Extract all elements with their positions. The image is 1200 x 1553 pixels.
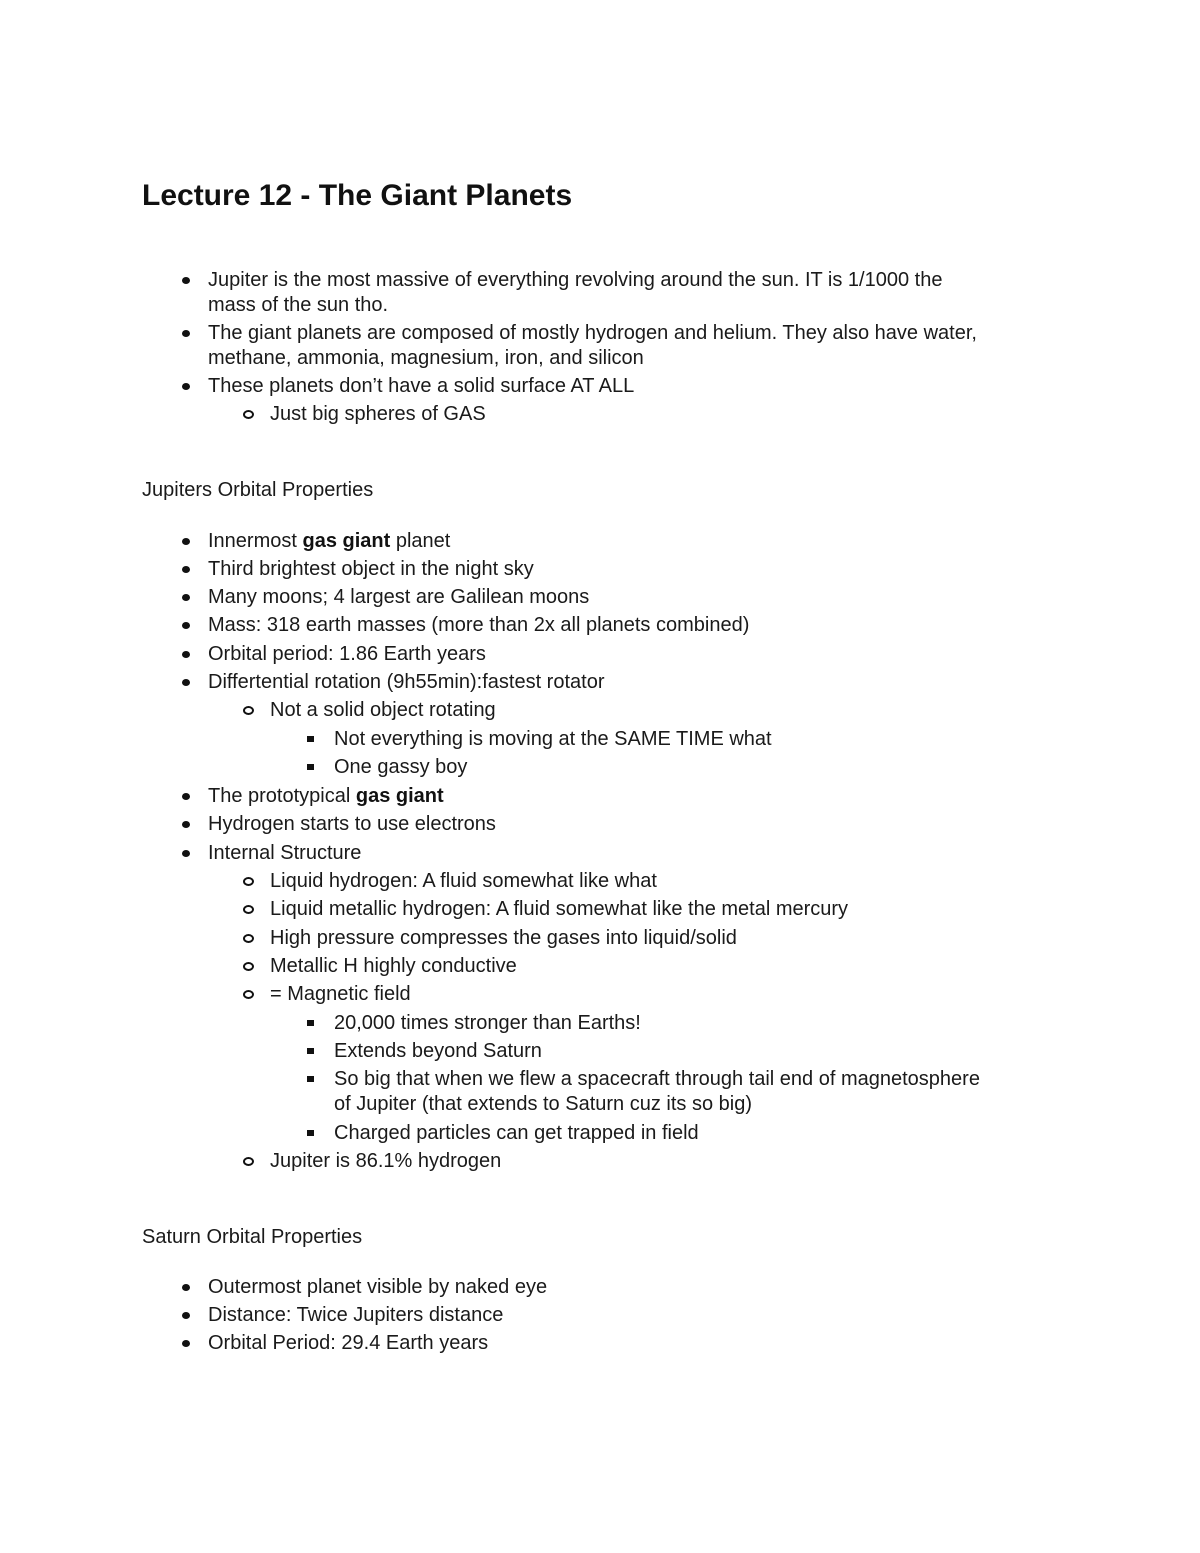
list-item-text: Orbital Period: 29.4 Earth years	[208, 1332, 489, 1354]
list-item-text: One gassy boy	[334, 756, 468, 778]
sub-sub-list-item	[334, 1067, 980, 1091]
sub-sub-list-item	[334, 1039, 542, 1063]
list-item	[208, 613, 749, 637]
hollow-bullet-icon	[243, 410, 254, 419]
bullet-icon	[182, 679, 190, 686]
list-item	[208, 1275, 547, 1299]
bullet-icon	[182, 622, 190, 629]
sub-list-item	[270, 897, 848, 921]
bold-term: gas giant	[355, 785, 444, 807]
hollow-bullet-icon	[243, 934, 254, 943]
hollow-bullet-icon	[243, 706, 254, 715]
list-item-text: Outermost planet visible by naked eye	[208, 1276, 548, 1298]
list-item	[208, 670, 604, 694]
bullet-icon	[182, 793, 190, 800]
square-bullet-icon	[307, 736, 314, 742]
bullet-icon	[182, 1284, 190, 1291]
list-item	[208, 529, 450, 553]
bullet-icon	[182, 383, 190, 390]
list-item-text: planet	[390, 530, 451, 552]
sub-list-item	[270, 982, 411, 1006]
list-item	[208, 784, 444, 808]
bullet-icon	[182, 821, 190, 828]
bullet-icon	[182, 850, 190, 857]
sub-sub-list-item	[334, 727, 772, 751]
sub-sub-list-item	[334, 1121, 699, 1145]
list-item-text: Hydrogen starts to use electrons	[208, 813, 496, 835]
sub-list-item	[270, 926, 737, 950]
list-item-text: 20,000 times stronger than Earths!	[334, 1012, 641, 1034]
section-heading-saturn: Saturn Orbital Properties	[142, 1226, 363, 1248]
bullet-icon	[182, 538, 190, 545]
list-item-continuation: of Jupiter (that extends to Saturn cuz its so big)	[334, 1093, 752, 1115]
hollow-bullet-icon	[243, 962, 254, 971]
list-item-text: Many moons; 4 largest are Galilean moons	[208, 586, 590, 608]
sub-sub-list-item	[334, 1011, 641, 1035]
list-item-continuation: methane, ammonia, magnesium, iron, and silicon	[208, 347, 644, 369]
list-item	[208, 841, 361, 865]
list-item	[208, 557, 534, 581]
list-item-text: The prototypical	[208, 785, 356, 807]
sub-list-item	[270, 954, 517, 978]
list-item-text: So big that when we flew a spacecraft through tail end of magnetosphere	[334, 1068, 980, 1090]
list-item	[208, 374, 634, 398]
list-item-text: Metallic H highly conductive	[270, 955, 517, 977]
list-item-text: Mass: 318 earth masses (more than 2x all planets combined)	[208, 614, 750, 636]
list-item-text: Liquid metallic hydrogen: A fluid somewhat like the metal mercury	[270, 898, 849, 920]
list-item	[208, 585, 589, 609]
list-item-text: Third brightest object in the night sky	[208, 558, 534, 580]
list-item-text: High pressure compresses the gases into liquid/solid	[270, 927, 737, 949]
list-item	[208, 1331, 488, 1355]
list-item-text: Charged particles can get trapped in field	[334, 1122, 699, 1144]
list-item	[208, 1303, 503, 1327]
hollow-bullet-icon	[243, 1157, 254, 1166]
list-item-text: = Magnetic field	[270, 983, 411, 1005]
bullet-icon	[182, 1340, 190, 1347]
section-heading-jupiter: Jupiters Orbital Properties	[142, 479, 374, 501]
bullet-icon	[182, 594, 190, 601]
list-item-continuation: mass of the sun tho.	[208, 294, 389, 316]
list-item-text: Jupiter is the most massive of everything revolving around the sun. IT is 1/1000 the	[208, 269, 943, 291]
bold-term: gas giant	[302, 530, 391, 552]
list-item-text: The giant planets are composed of mostly hydrogen and helium. They also have water,	[208, 322, 977, 344]
square-bullet-icon	[307, 1130, 314, 1136]
list-item-text: Not a solid object rotating	[270, 699, 496, 721]
list-item-text: Orbital period: 1.86 Earth years	[208, 643, 486, 665]
square-bullet-icon	[307, 764, 314, 770]
sub-list-item	[270, 698, 496, 722]
hollow-bullet-icon	[243, 905, 254, 914]
bullet-icon	[182, 1312, 190, 1319]
bullet-icon	[182, 566, 190, 573]
list-item-text: Liquid hydrogen: A fluid somewhat like what	[270, 870, 657, 892]
list-item	[208, 812, 496, 836]
list-item-text: Innermost	[208, 530, 303, 552]
square-bullet-icon	[307, 1048, 314, 1054]
square-bullet-icon	[307, 1020, 314, 1026]
list-item-text: Just big spheres of GAS	[270, 403, 486, 425]
hollow-bullet-icon	[243, 877, 254, 886]
list-item-text: Extends beyond Saturn	[334, 1040, 542, 1062]
hollow-bullet-icon	[243, 990, 254, 999]
list-item-text: Not everything is moving at the SAME TIME what	[334, 728, 772, 750]
sub-list-item	[270, 402, 486, 426]
sub-sub-list-item	[334, 755, 467, 779]
list-item-text: These planets don’t have a solid surface AT ALL	[208, 375, 635, 397]
page-title: Lecture 12 - The Giant Planets	[142, 179, 573, 212]
list-item-text: Distance: Twice Jupiters distance	[208, 1304, 504, 1326]
list-item-text: Internal Structure	[208, 842, 362, 864]
bullet-icon	[182, 277, 190, 284]
square-bullet-icon	[307, 1076, 314, 1082]
sub-list-item	[270, 869, 657, 893]
list-item	[208, 642, 486, 666]
list-item	[208, 268, 942, 292]
list-item-text: Differtential rotation (9h55min):fastest rotator	[208, 671, 605, 693]
bullet-icon	[182, 651, 190, 658]
list-item	[208, 321, 977, 345]
list-item-text: Jupiter is 86.1% hydrogen	[270, 1150, 502, 1172]
sub-list-item	[270, 1149, 501, 1173]
bullet-icon	[182, 330, 190, 337]
